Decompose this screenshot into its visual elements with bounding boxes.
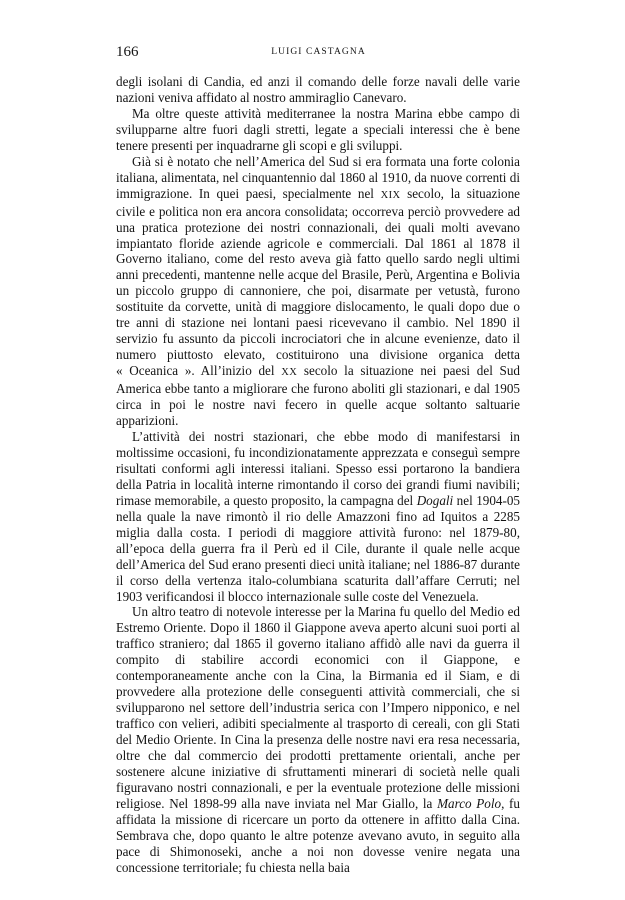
paragraph-text: degli isolani di Candia, ed anzi il comando delle forze navali delle varie nazioni veniva affidato al nostro ammiraglio Canevaro. <box>116 74 520 105</box>
century-numeral: XIX <box>380 189 401 201</box>
paragraph-stationaries <box>116 429 520 604</box>
paragraph-mediterranean <box>116 106 520 154</box>
paragraph-text: Un altro teatro di notevole interesse per la Marina fu quello del Medio ed Estremo Oriente. Dopo il 1860 il Giappone aveva aperto alcuni suoi porti al traffico straniero; dal 1865 il governo italiano affidò alle navi da guerra il compito di stabilire accordi economici con il Giappone, e contemporaneamente anche con la Cina, la Birmania ed il Siam, e di provvedere alla protezione delle conseguenti attività commerciali, che si svilupparono nel settore dell’industria serica con l’Impero nipponico, e nel traffico con velieri, adibiti specialmente al trasporto di cereali, con gli Stati del Medio Oriente. In Cina la presenza delle nostre navi era resa necessaria, oltre che dal commercio dei prodotti prettamente orientali, anche per sostenere alcune iniziative di sfruttamenti minerari di società nelle quali figuravano nostri connazionali, e per la eventuale protezione delle missioni religiose. Nel 1898-99 alla nave inviata nel Mar Giallo, la <box>116 604 520 811</box>
paragraph-far-east <box>116 604 520 875</box>
body-text <box>116 74 520 876</box>
ship-name: Dogali <box>416 492 454 508</box>
ship-name: Marco Polo <box>437 795 502 811</box>
paragraph-text: L’attività dei nostri stazionari, che ebbe modo di manifestarsi in moltissime occasioni, fu incondizionatamente apprezzata e conseguì sempre risultati conformi agli interessi italiani. Spesso essi portarono la bandiera della Patria in località interne rimontando il corso dei grandi fiumi navibili; rimase memorabile, a questo proposito, la campagna del <box>116 428 520 508</box>
page-number: 166 <box>116 44 139 60</box>
page-header <box>116 43 521 63</box>
running-head: LUIGI CASTAGNA <box>271 47 366 57</box>
century-numeral: XX <box>281 367 298 379</box>
paragraph-continuation <box>116 74 520 106</box>
paragraph-text: Ma oltre queste attività mediterranee la nostra Marina ebbe campo di svilupparne altre fuori dagli stretti, legate a speciali interessi che è bene tenere presenti per inquadrarne gli scopi e gli sviluppi. <box>116 105 520 153</box>
paragraph-text: nel 1904-05 nella quale la nave rimontò il rio delle Amazzoni fino ad Iquitos a 2285 miglia dalla costa. I periodi di maggiore attività furono: nel 1879-80, all’epoca della guerra fra il Perù ed il Cile, durante il quale nelle acque dell’America del Sud erano presenti dieci unità italiane; nel 1886-87 durante il corso della vertenza italo-columbiana scaturita dall’affare Cerruti; nel 1903 verificandosi il blocco internazionale sulle coste del Venezuela. <box>116 492 520 604</box>
paragraph-text: Già si è notato che nell’America del Sud si era formata una forte colonia italiana, alimentata, nel cinquantennio dal 1860 al 1910, da nuove correnti di immigrazione. In quei paesi, specialmente nel <box>116 153 520 201</box>
paragraph-text: , fu affidata la missione di ricercare un porto da ottenere in affitto dalla Cina. Sembrava che, dopo quanto le altre potenze avevano avuto, in seguito alla pace di Shimonoseki, anche a noi non dovesse venire negata una concessione territoriale; fu chiesta nella baia <box>116 795 520 875</box>
paragraph-text: secolo, la situazione civile e politica non era ancora consolidata; occorreva perciò provvedere ad una pratica protezione dei nostri connazionali, dei quali molti avevano impiantato floride aziende agricole e commerciali. Dal 1861 al 1878 il Governo italiano, come del resto aveva già fatto quello sardo negli ultimi anni precedenti, mantenne nelle acque del Brasile, Perù, Argentina e Bolivia un piccolo gruppo di cannoniere, che poi, disarmate per vetustà, furono sostituite da corvette, unità di maggiore dislocamento, le quali dopo due o tre anni di stazione nei lontani paesi ricevevano il cambio. Nel 1890 il servizio fu assunto da piccoli incrociatori che in alcune evenienze, dato il numero piuttosto elevato, costituirono una divisione organica detta « Oceanica ». All’inizio del <box>116 185 520 379</box>
paragraph-south-america <box>116 154 520 429</box>
paragraph-text: secolo la situazione nei paesi del Sud America ebbe tanto a migliorare che furono aboliti gli stazionari, e dal 1905 circa in poi le nostre navi fecero in quelle acque soltanto saltuarie apparizioni. <box>116 363 520 429</box>
